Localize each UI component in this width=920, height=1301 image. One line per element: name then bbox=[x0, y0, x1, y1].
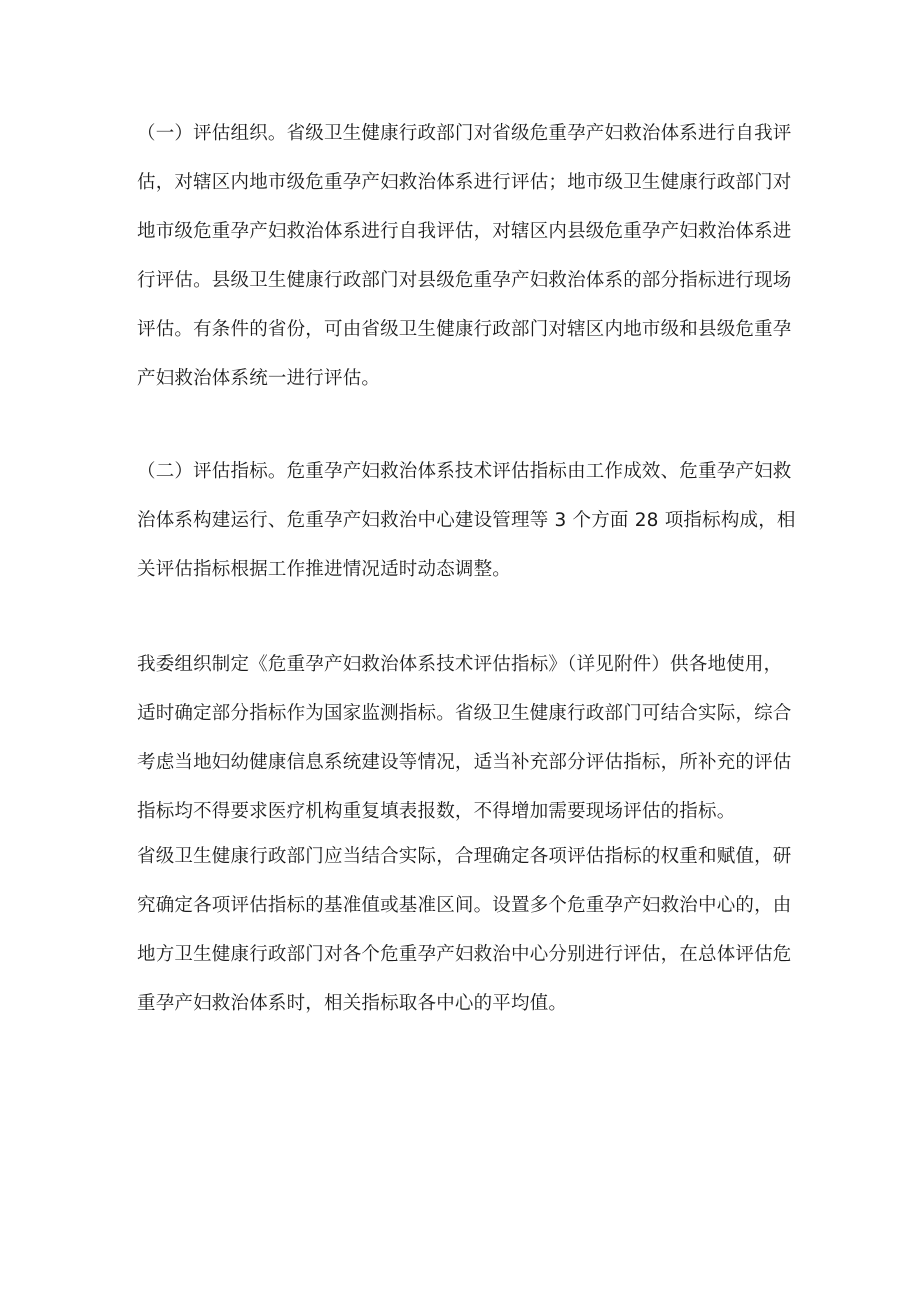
paragraph-4-line-4: 重孕产妇救治体系时，相关指标取各中心的平均值。 bbox=[137, 993, 568, 1014]
paragraph-2-line-1: （二）评估指标。危重孕产妇救治体系技术评估指标由工作成效、危重孕产妇救 bbox=[137, 461, 792, 482]
paragraph-1-line-5: 评估。有条件的省份，可由省级卫生健康行政部门对辖区内地市级和县级危重孕 bbox=[137, 319, 792, 340]
paragraph-4-line-3: 地方卫生健康行政部门对各个危重孕产妇救治中心分别进行评估，在总体评估危 bbox=[137, 944, 792, 965]
paragraph-3-line-3: 考虑当地妇幼健康信息系统建设等情况，适当补充部分评估指标，所补充的评估 bbox=[137, 752, 792, 773]
paragraph-1-line-4: 行评估。县级卫生健康行政部门对县级危重孕产妇救治体系的部分指标进行现场 bbox=[137, 270, 792, 291]
paragraph-1-line-3: 地市级危重孕产妇救治体系进行自我评估，对辖区内县级危重孕产妇救治体系进 bbox=[137, 221, 792, 242]
paragraph-3-line-1: 我委组织制定《危重孕产妇救治体系技术评估指标》（详见附件）供各地使用， bbox=[137, 654, 783, 675]
paragraph-2-line-3: 关评估指标根据工作推进情况适时动态调整。 bbox=[137, 559, 512, 580]
paragraph-4-line-1: 省级卫生健康行政部门应当结合实际，合理确定各项评估指标的权重和赋值，研 bbox=[137, 846, 792, 867]
paragraph-3-line-2: 适时确定部分指标作为国家监测指标。省级卫生健康行政部门可结合实际，综合 bbox=[137, 703, 792, 724]
paragraph-3-line-4: 指标均不得要求医疗机构重复填表报数，不得增加需要现场评估的指标。 bbox=[137, 801, 736, 822]
paragraph-2-line-2: 治体系构建运行、危重孕产妇救治中心建设管理等 3 个方面 28 项指标构成，相 bbox=[137, 510, 796, 531]
paragraph-1-line-2: 估，对辖区内地市级危重孕产妇救治体系进行评估；地市级卫生健康行政部门对 bbox=[137, 172, 792, 193]
paragraph-1-line-6: 产妇救治体系统一进行评估。 bbox=[137, 368, 381, 389]
paragraph-4-line-2: 究确定各项评估指标的基准值或基准区间。设置多个危重孕产妇救治中心的，由 bbox=[137, 895, 792, 916]
paragraph-1-line-1: （一）评估组织。省级卫生健康行政部门对省级危重孕产妇救治体系进行自我评 bbox=[137, 123, 792, 144]
